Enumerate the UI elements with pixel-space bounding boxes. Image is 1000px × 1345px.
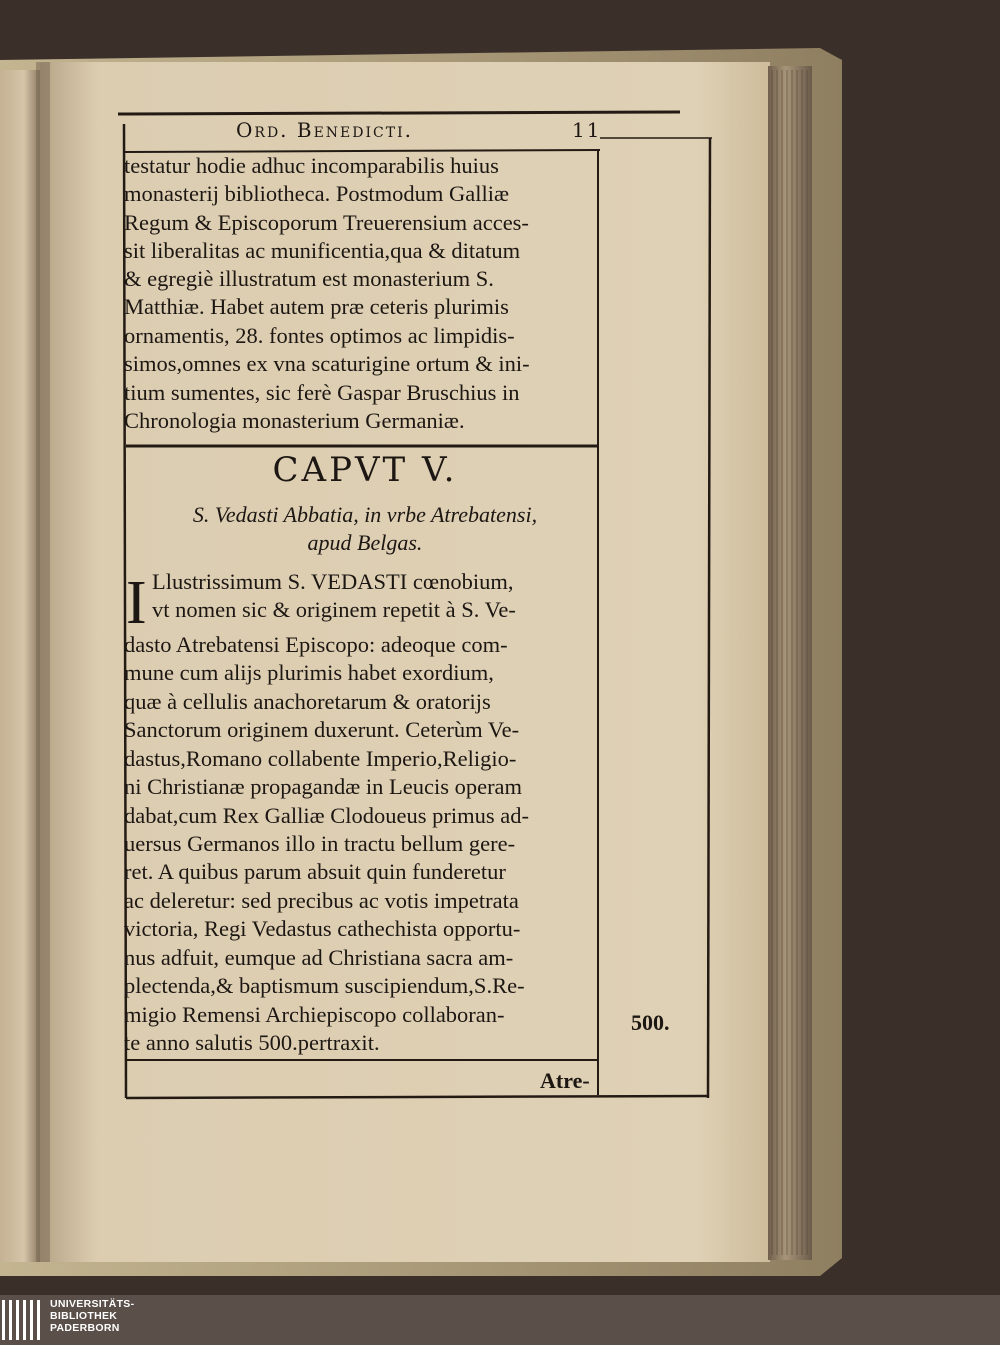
text-line: Sanctorum originem duxerunt. Ceterùm Ve- [124,717,520,742]
chapter-subtitle: S. Vedasti Abbatia, in vrbe Atrebatensi, [192,502,538,527]
page-number: 11 [572,118,602,142]
text-line: nus adfuit, eumque ad Christiana sacra am- [124,945,514,970]
text-line: Regum & Episcoporum Treuerensium acces- [124,210,529,235]
text-line: quæ à cellulis anachoretarum & oratorijs [124,689,491,714]
text-line: Matthiæ. Habet autem præ ceteris plurimis [124,294,509,319]
library-name-line1: UNIVERSITÄTS- [50,1298,135,1310]
running-header [130,118,600,148]
chapter-heading: CAPVT V. [272,450,458,490]
text-line: Llustrissimum S. VEDASTI cœnobium, [152,569,514,594]
text-line: te anno salutis 500.pertraxit. [124,1030,380,1055]
text-line: ac deleretur: sed precibus ac votis impetrata [124,888,519,913]
text-line: victoria, Regi Vedastus cathechista opportu- [124,916,521,941]
text-line: testatur hodie adhuc incomparabilis huius [124,153,499,178]
library-logo-icon [0,1298,42,1342]
text-line: Chronologia monasterium Germaniæ. [124,408,465,433]
drop-cap: I [126,569,147,637]
text-line: monasterij bibliotheca. Postmodum Galliæ [124,181,509,206]
running-head-title: Ord. Benedicti. [236,118,413,142]
text-line: migio Remensi Archiepiscopo collaboran- [124,1002,505,1027]
text-line: simos,omnes ex vna scaturigine ortum & ini- [124,351,530,376]
library-footer [0,1295,1000,1345]
catchword: Atre- [540,1068,590,1093]
marginal-note: 500. [631,1010,670,1035]
text-line: dabat,cum Rex Galliæ Clodoueus primus ad- [124,803,529,828]
text-line: dasto Atrebatensi Episcopo: adeoque com- [124,632,508,657]
text-line: vt nomen sic & originem repetit à S. Ve- [152,597,516,622]
text-line: tium sumentes, sic ferè Gaspar Bruschius in [124,380,520,405]
text-line: plectenda,& baptismum suscipiendum,S.Re- [124,973,525,998]
text-line: sit liberalitas ac munificentia,qua & ditatum [124,238,521,263]
text-line: dastus,Romano collabente Imperio,Religio- [124,746,517,771]
text-line: & egregiè illustratum est monasterium S. [124,266,494,291]
library-name-line2: BIBLIOTHEK [50,1310,118,1322]
text-line: uersus Germanos illo in tractu bellum gere- [124,831,516,856]
text-line: mune cum alijs plurimis habet exordium, [124,660,494,685]
chapter-subtitle-continued: apud Belgas. [307,530,423,555]
text-line: ret. A quibus parum absuit quin funderetur [124,859,506,884]
text-line: ni Christianæ propagandæ in Leucis operam [124,774,523,799]
library-name-line3: PADERBORN [50,1322,120,1334]
text-line: ornamentis, 28. fontes optimos ac limpidis- [124,323,515,348]
